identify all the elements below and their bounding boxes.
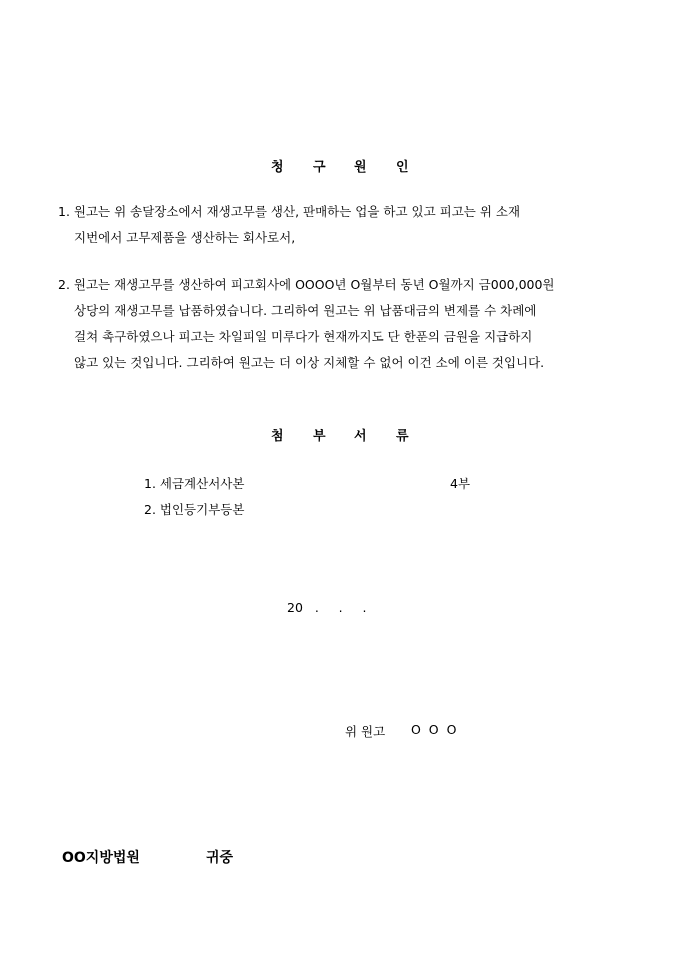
title-char: 부: [313, 429, 326, 444]
title-char: 청: [271, 160, 284, 175]
plaintiff-name: O O O: [411, 722, 457, 737]
claim-paragraph-2: [0, 272, 680, 376]
claim-line: 1. 원고는 위 송달장소에서 재생고무를 생산, 판매하는 업을 하고 있고 피고는 위 소재: [58, 204, 521, 219]
attachment-count: 4부: [450, 476, 471, 491]
title-char: 첨: [271, 429, 284, 444]
section-title-claims: [0, 156, 680, 174]
title-char: 서: [354, 429, 367, 444]
claim-line: 걸쳐 촉구하였으나 피고는 차일피일 미루다가 현재까지도 단 한푼의 금원을 지급하지: [74, 329, 533, 344]
court-suffix: 귀중: [206, 850, 234, 866]
title-char: 류: [396, 429, 409, 444]
title-char: 인: [396, 160, 409, 175]
attachment-label: 1. 세금계산서사본: [144, 476, 245, 491]
title-char: 구: [313, 160, 326, 175]
court-name: OO지방법원: [62, 850, 140, 866]
plaintiff-signature: [0, 720, 680, 740]
attachment-label: 2. 법인등기부등본: [144, 502, 245, 517]
attachment-item: [0, 496, 680, 520]
court-addressee: [0, 847, 680, 869]
filing-date: 20 . . .: [287, 600, 367, 615]
title-char: 원: [354, 160, 367, 175]
plaintiff-label: 위 원고: [345, 724, 386, 739]
claim-line: 상당의 재생고무를 납품하였습니다. 그리하여 원고는 위 납품대금의 변제를 수 차례에: [74, 303, 537, 318]
claim-line: 2. 원고는 재생고무를 생산하여 피고회사에 OOOO년 O월부터 동년 O월까지 금000,000원: [58, 277, 555, 292]
section-title-attachments: [0, 425, 680, 443]
attachment-list: [0, 470, 680, 530]
claim-paragraph-1: [0, 199, 680, 251]
attachment-item: [0, 470, 680, 494]
claim-line: 지번에서 고무제품을 생산하는 회사로서,: [74, 230, 296, 245]
claim-line: 않고 있는 것입니다. 그리하여 원고는 더 이상 지체할 수 없어 이건 소에 이른 것입니다.: [74, 355, 545, 370]
